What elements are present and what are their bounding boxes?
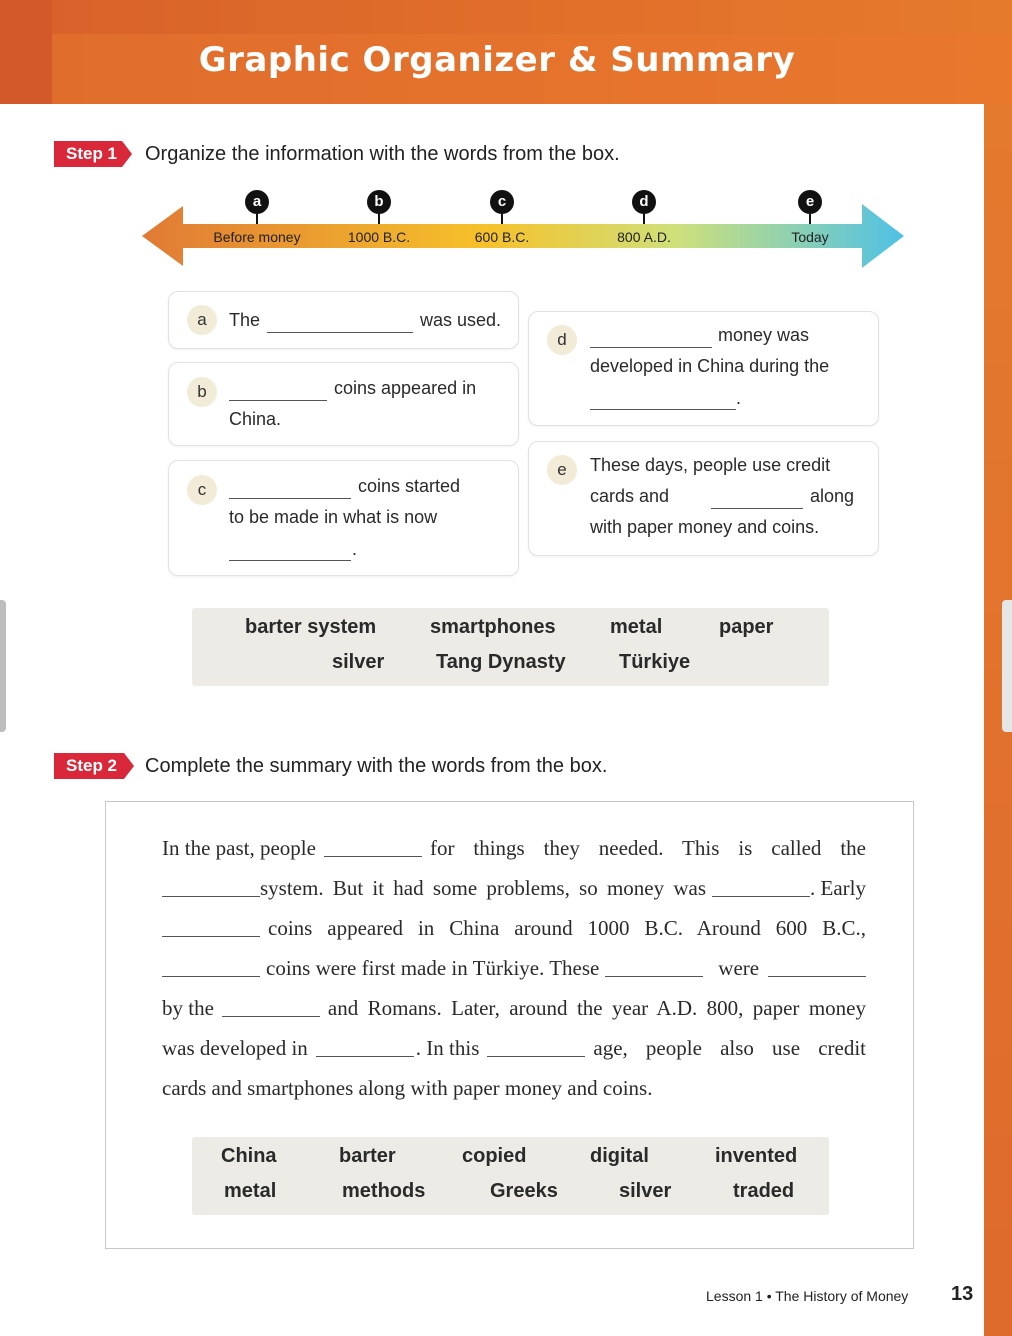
- timeline-tick-d: [643, 214, 645, 224]
- timeline-marker-a: a: [245, 190, 269, 214]
- summary-blank-2[interactable]: [162, 896, 260, 897]
- summary-l4a: coins were first made in Türkiye. These: [266, 956, 600, 980]
- organizer-a-post: was used.: [420, 310, 502, 330]
- word-box-1: [192, 608, 829, 686]
- summary-blank-4[interactable]: [162, 936, 260, 937]
- organizer-e-post2: along: [810, 486, 855, 506]
- organizer-letter-d: d: [547, 325, 577, 355]
- organizer-a-blank[interactable]: [267, 332, 413, 333]
- word-barter-system: barter system: [245, 616, 377, 638]
- timeline-label-today: Today: [791, 229, 829, 245]
- word-traded: traded: [733, 1180, 795, 1202]
- timeline-tick-c: [501, 214, 503, 224]
- timeline-label-600bc: 600 B.C.: [474, 229, 530, 245]
- organizer-c-blank-1[interactable]: [229, 498, 351, 499]
- summary-l6b: . In this: [415, 1036, 480, 1060]
- organizer-c-line2: to be made in what is now: [229, 507, 438, 527]
- summary-line-3: [162, 916, 866, 941]
- organizer-letter-e: e: [547, 455, 577, 485]
- summary-blank-8[interactable]: [222, 1016, 320, 1017]
- organizer-letter-a: a: [187, 305, 217, 335]
- summary-l2b: . Early: [810, 876, 866, 900]
- word-invented: invented: [715, 1145, 798, 1167]
- organizer-e-blank[interactable]: [711, 508, 803, 509]
- organizer-box-a: [168, 291, 519, 349]
- word-copied: copied: [462, 1145, 527, 1167]
- organizer-d-end: .: [736, 388, 742, 408]
- word-methods: methods: [342, 1180, 426, 1202]
- summary-l1b: for things they needed. This is called the: [429, 836, 866, 860]
- summary-l2a: system. But it had some problems, so money was: [260, 876, 707, 900]
- organizer-e-pre2: cards and: [590, 486, 670, 506]
- summary-blank-1[interactable]: [324, 856, 422, 857]
- word-silver-2: silver: [619, 1180, 672, 1202]
- summary-blank-6[interactable]: [605, 976, 703, 977]
- summary-l6a: was developed in: [162, 1036, 308, 1060]
- timeline-label-1000bc: 1000 B.C.: [347, 229, 411, 245]
- organizer-c-end: .: [352, 539, 358, 559]
- timeline-marker-b: b: [367, 190, 391, 214]
- summary-line-2: [162, 876, 866, 901]
- organizer-d-line2: developed in China during the: [590, 356, 830, 376]
- timeline-tick-e: [809, 214, 811, 224]
- timeline-tick-b: [378, 214, 380, 224]
- timeline-label-800ad: 800 A.D.: [617, 229, 671, 245]
- word-digital: digital: [590, 1145, 649, 1167]
- header-left-strip: [0, 0, 52, 104]
- summary-l1a: In the past, people: [162, 836, 316, 860]
- timeline-marker-d: d: [632, 190, 656, 214]
- summary-line-7: cards and smartphones along with paper money and coins.: [162, 1076, 653, 1100]
- page-number: 13: [951, 1283, 974, 1305]
- timeline-marker-c: c: [490, 190, 514, 214]
- step1-instruction: Organize the information with the words from the box.: [145, 143, 620, 165]
- word-silver: silver: [332, 651, 385, 673]
- summary-line-1: [162, 836, 866, 861]
- timeline: [140, 190, 910, 270]
- organizer-box-c: [168, 460, 519, 576]
- organizer-letter-c: c: [187, 475, 217, 505]
- summary-blank-9[interactable]: [316, 1056, 414, 1057]
- word-box-2: [192, 1137, 829, 1215]
- organizer-a-pre: The: [229, 310, 261, 330]
- organizer-d-blank-2[interactable]: [590, 409, 736, 410]
- timeline-tick-a: [256, 214, 258, 224]
- summary-l5b: and Romans. Later, around the year A.D. 800, paper money: [327, 996, 866, 1020]
- summary-line-6: [162, 1036, 866, 1061]
- step2-badge: Step 2: [54, 753, 124, 779]
- organizer-box-e: [528, 441, 879, 556]
- organizer-c-blank-2[interactable]: [229, 560, 351, 561]
- organizer-letter-b: b: [187, 377, 217, 407]
- summary-blank-3[interactable]: [712, 896, 810, 897]
- organizer-e-line1: These days, people use credit: [590, 455, 831, 475]
- word-metal-2: metal: [224, 1180, 277, 1202]
- step1-badge: Step 1: [54, 141, 122, 167]
- word-greeks: Greeks: [490, 1180, 558, 1202]
- summary-line-4: [162, 956, 866, 981]
- organizer-b-post: coins appeared in: [334, 378, 477, 398]
- word-china: China: [221, 1145, 277, 1167]
- organizer-c-post: coins started: [358, 476, 461, 496]
- summary-l6c: age, people also use credit: [593, 1036, 866, 1060]
- summary-blank-10[interactable]: [487, 1056, 585, 1057]
- summary-l3a: coins appeared in China around 1000 B.C. Around 600 B.C.,: [268, 916, 866, 940]
- organizer-b-blank[interactable]: [229, 400, 327, 401]
- word-tang-dynasty: Tang Dynasty: [436, 651, 566, 673]
- word-barter: barter: [339, 1145, 396, 1167]
- timeline-label-before-money: Before money: [213, 229, 301, 245]
- right-page-tab: [1002, 600, 1012, 732]
- page-title: Graphic Organizer & Summary: [198, 40, 796, 80]
- summary-l5a: by the: [162, 996, 214, 1020]
- word-smartphones: smartphones: [430, 616, 556, 638]
- summary-l4b: were: [718, 956, 760, 980]
- footer-lesson: Lesson 1 • The History of Money: [706, 1288, 909, 1304]
- step2-instruction: Complete the summary with the words from the box.: [145, 755, 608, 777]
- organizer-box-d: [528, 311, 879, 426]
- word-turkiye: Türkiye: [619, 651, 691, 673]
- summary-blank-5[interactable]: [162, 976, 260, 977]
- organizer-box-b: [168, 362, 519, 446]
- summary-line-5: [162, 996, 866, 1021]
- summary-blank-7[interactable]: [768, 976, 866, 977]
- left-page-tab: [0, 600, 6, 732]
- organizer-d-blank-1[interactable]: [590, 347, 712, 348]
- timeline-marker-e: e: [798, 190, 822, 214]
- organizer-e-line3: with paper money and coins.: [590, 517, 820, 537]
- word-paper: paper: [719, 616, 774, 638]
- organizer-d-post: money was: [718, 325, 810, 345]
- word-metal: metal: [610, 616, 663, 638]
- organizer-b-line2: China.: [229, 409, 282, 429]
